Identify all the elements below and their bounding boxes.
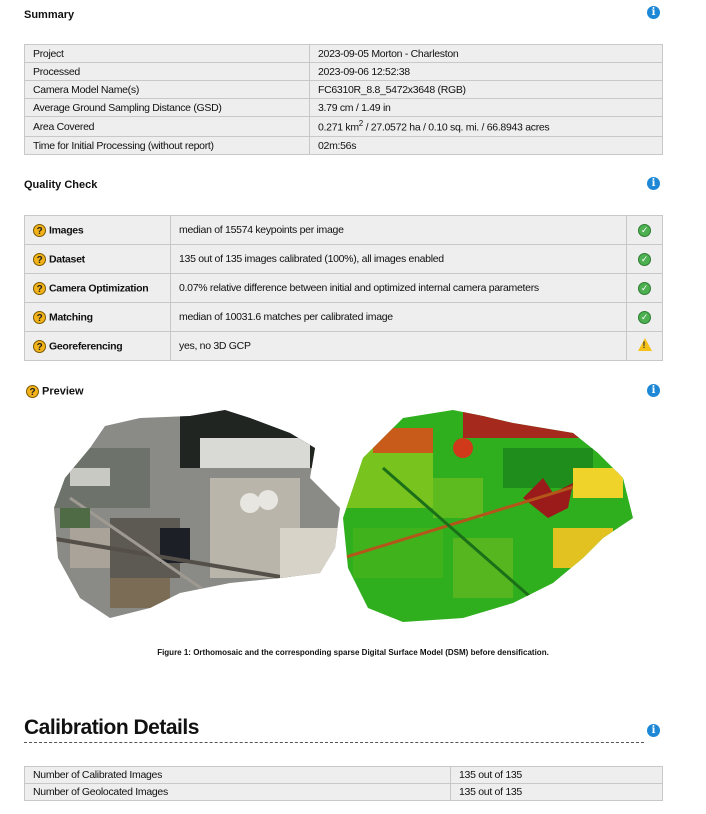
summary-value: 2023-09-05 Morton - Charleston bbox=[310, 45, 663, 63]
quality-label-text: Images bbox=[49, 223, 84, 236]
ok-check-icon: ✓ bbox=[638, 282, 651, 295]
summary-label: Camera Model Name(s) bbox=[25, 81, 310, 99]
summary-label: Time for Initial Processing (without report) bbox=[25, 137, 310, 155]
table-row bbox=[25, 45, 663, 63]
summary-value: FC6310R_8.8_5472x3648 (RGB) bbox=[310, 81, 663, 99]
summary-label: Project bbox=[25, 45, 310, 63]
quality-label-text: Camera Optimization bbox=[49, 281, 149, 294]
dsm-image bbox=[343, 408, 635, 622]
area-value: 0.271 km bbox=[318, 121, 359, 134]
table-row bbox=[25, 245, 663, 274]
summary-value: 3.79 cm / 1.49 in bbox=[310, 99, 663, 117]
quality-label bbox=[25, 216, 171, 245]
ok-check-icon: ✓ bbox=[638, 224, 651, 237]
summary-label: Average Ground Sampling Distance (GSD) bbox=[25, 99, 310, 117]
area-value-rest: / 27.0572 ha / 0.10 sq. mi. / 66.8943 acres bbox=[362, 121, 550, 134]
info-icon[interactable]: i bbox=[647, 6, 660, 19]
calibration-value: 135 out of 135 bbox=[451, 767, 663, 784]
question-icon[interactable]: ? bbox=[26, 385, 39, 398]
ok-check-icon: ✓ bbox=[638, 253, 651, 266]
quality-status bbox=[627, 245, 663, 274]
quality-label bbox=[25, 303, 171, 332]
quality-label bbox=[25, 274, 171, 303]
quality-value: 0.07% relative difference between initial and optimized internal camera parameters bbox=[171, 274, 627, 303]
table-row bbox=[25, 303, 663, 332]
info-icon[interactable]: i bbox=[647, 384, 660, 397]
question-icon[interactable]: ? bbox=[33, 340, 46, 353]
quality-label bbox=[25, 332, 171, 361]
quality-value: median of 10031.6 matches per calibrated image bbox=[171, 303, 627, 332]
info-icon[interactable]: i bbox=[647, 177, 660, 190]
info-icon[interactable]: i bbox=[647, 724, 660, 737]
table-row bbox=[25, 81, 663, 99]
table-row bbox=[25, 63, 663, 81]
warning-icon: ! bbox=[638, 338, 652, 351]
quality-status bbox=[627, 332, 663, 361]
summary-title: Summary bbox=[24, 9, 75, 21]
table-row bbox=[25, 274, 663, 303]
summary-value: 02m:56s bbox=[310, 137, 663, 155]
question-icon[interactable]: ? bbox=[33, 224, 46, 237]
summary-value: 2023-09-06 12:52:38 bbox=[310, 63, 663, 81]
table-row bbox=[25, 99, 663, 117]
quality-value: 135 out of 135 images calibrated (100%), all images enabled bbox=[171, 245, 627, 274]
preview-title-text: Preview bbox=[42, 385, 84, 398]
question-icon[interactable]: ? bbox=[33, 253, 46, 266]
quality-label bbox=[25, 245, 171, 274]
orthomosaic-image bbox=[50, 408, 346, 628]
question-icon[interactable]: ? bbox=[33, 282, 46, 295]
quality-label-text: Matching bbox=[49, 310, 93, 323]
table-row bbox=[25, 332, 663, 361]
table-row bbox=[25, 216, 663, 245]
figure-caption: Figure 1: Orthomosaic and the corresponding sparse Digital Surface Model (DSM) before densification. bbox=[157, 648, 549, 657]
quality-label-text: Georeferencing bbox=[49, 339, 123, 352]
calibration-title: Calibration Details bbox=[24, 716, 199, 739]
calibration-value: 135 out of 135 bbox=[451, 784, 663, 801]
calibration-label: Number of Calibrated Images bbox=[25, 767, 451, 784]
ok-check-icon: ✓ bbox=[638, 311, 651, 324]
quality-status bbox=[627, 216, 663, 245]
table-row bbox=[25, 784, 663, 801]
quality-value: yes, no 3D GCP bbox=[171, 332, 627, 361]
preview-title bbox=[26, 385, 84, 398]
summary-table bbox=[24, 44, 663, 155]
summary-value bbox=[310, 117, 663, 137]
quality-status bbox=[627, 303, 663, 332]
quality-title: Quality Check bbox=[24, 179, 98, 191]
quality-label-text: Dataset bbox=[49, 252, 85, 265]
table-row bbox=[25, 117, 663, 137]
quality-status bbox=[627, 274, 663, 303]
table-row bbox=[25, 137, 663, 155]
calibration-label: Number of Geolocated Images bbox=[25, 784, 451, 801]
summary-label: Area Covered bbox=[25, 117, 310, 137]
area-unit-exponent: 2 bbox=[358, 119, 363, 129]
question-icon[interactable]: ? bbox=[33, 311, 46, 324]
table-row bbox=[25, 767, 663, 784]
quality-table bbox=[24, 215, 663, 361]
quality-value: median of 15574 keypoints per image bbox=[171, 216, 627, 245]
summary-label: Processed bbox=[25, 63, 310, 81]
calibration-table bbox=[24, 766, 663, 801]
divider bbox=[24, 742, 644, 743]
